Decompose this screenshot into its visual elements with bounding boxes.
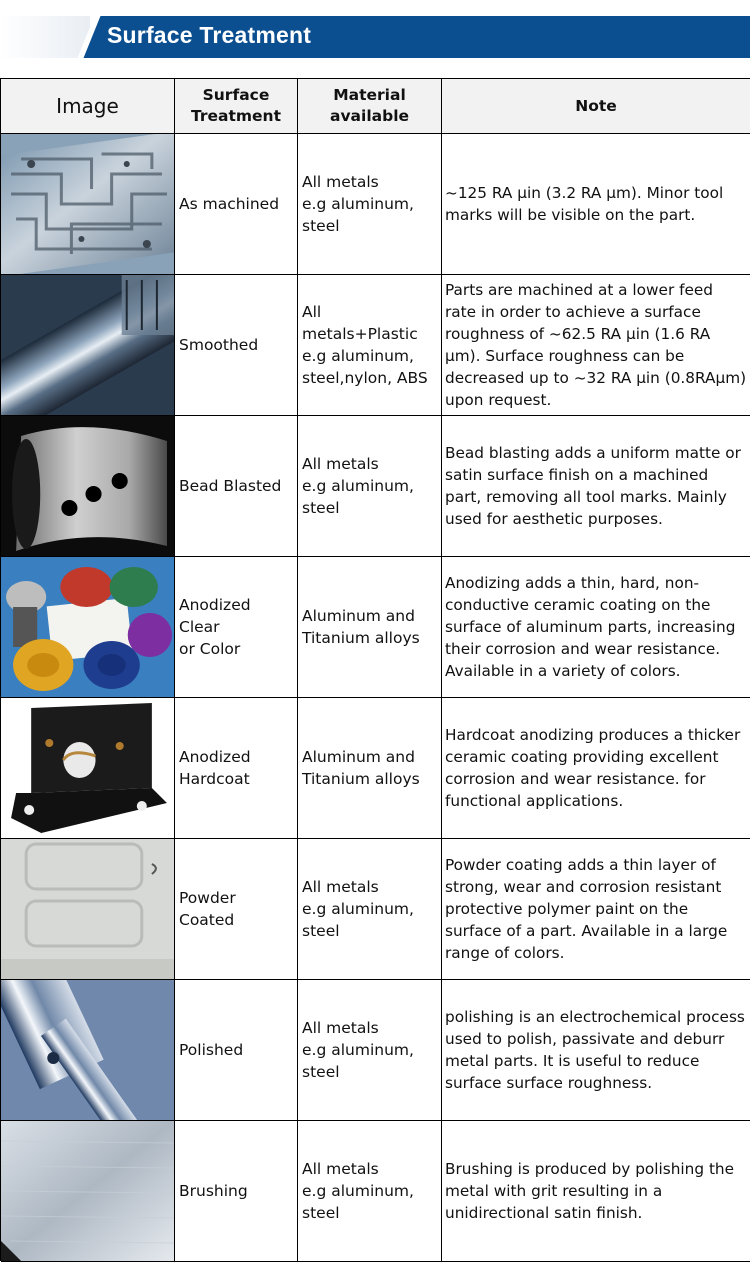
photo-polished [1,980,175,1121]
treatment-anodized: Anodized Clear or Color [175,557,298,698]
photo-smoothed [1,275,175,416]
note-powder-coated: Powder coating adds a thin layer of strong, wear and corrosion resistant protective polymer paint on the surface of a part. Available in a large range of colors. [442,839,750,980]
note-smoothed: Parts are machined at a lower feed rate in order to achieve a surface roughness of ~62.5 RA μin (1.6 RA μm). Surface roughness can be decreased up to ~32 RA μin (0.8RAμm) upon request. [442,275,750,416]
photo-anodized [1,557,175,698]
note-brushing: Brushing is produced by polishing the metal with grit resulting in a unidirectional satin finish. [442,1121,750,1262]
treatment-powder-coated: Powder Coated [175,839,298,980]
header-image: Image [1,79,175,134]
header-note: Note [442,79,750,134]
photo-hardcoat [1,698,175,839]
treatment-bead-blasted: Bead Blasted [175,416,298,557]
material-polished: All metals e.g aluminum, steel [298,980,442,1121]
header-material: Material available [298,79,442,134]
treatment-as-machined: As machined [175,134,298,275]
photo-as-machined [1,134,175,275]
material-powder-coated: All metals e.g aluminum, steel [298,839,442,980]
photo-brushing [1,1121,175,1262]
material-bead-blasted: All metals e.g aluminum, steel [298,416,442,557]
note-hardcoat: Hardcoat anodizing produces a thicker ceramic coating providing excellent corrosion and wear resistance. for functional applications. [442,698,750,839]
banner-fade [0,16,90,58]
photo-bead-blasted [1,416,175,557]
note-polished: polishing is an electrochemical process used to polish, passivate and deburr metal parts. It is useful to reduce surface surface roughness. [442,980,750,1121]
material-anodized: Aluminum and Titanium alloys [298,557,442,698]
treatment-brushing: Brushing [175,1121,298,1262]
material-smoothed: All metals+Plastic e.g aluminum, steel,nylon, ABS [298,275,442,416]
material-hardcoat: Aluminum and Titanium alloys [298,698,442,839]
note-anodized: Anodizing adds a thin, hard, non-conductive ceramic coating on the surface of aluminum parts, increasing their corrosion and wear resistance. Available in a variety of colors. [442,557,750,698]
title-banner [0,16,750,58]
header-surface-treatment: Surface Treatment [175,79,298,134]
treatment-polished: Polished [175,980,298,1121]
page-title: Surface Treatment [107,22,312,48]
note-as-machined: ~125 RA μin (3.2 RA μm). Minor tool marks will be visible on the part. [442,134,750,275]
surface-treatment-table [0,78,750,1261]
note-bead-blasted: Bead blasting adds a uniform matte or satin surface finish on a machined part, removing all tool marks. Mainly used for aesthetic purposes. [442,416,750,557]
material-as-machined: All metals e.g aluminum, steel [298,134,442,275]
treatment-hardcoat: Anodized Hardcoat [175,698,298,839]
material-brushing: All metals e.g aluminum, steel [298,1121,442,1262]
photo-powder-coated [1,839,175,980]
treatment-smoothed: Smoothed [175,275,298,416]
